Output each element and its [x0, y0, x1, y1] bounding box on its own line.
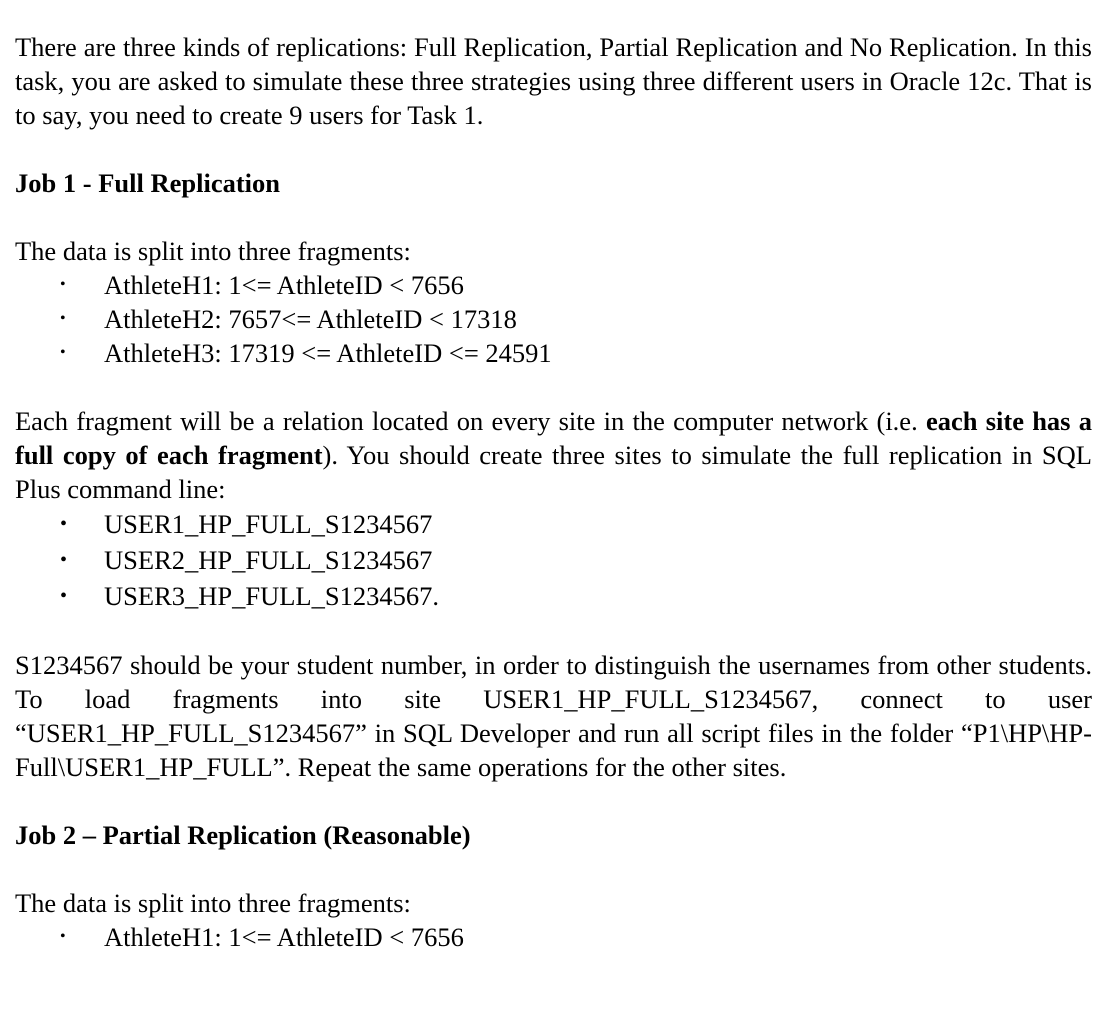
job2-fragment-list	[15, 920, 1092, 954]
list-item	[15, 542, 1092, 578]
fragment-text: AthleteH1: 1<= AthleteID < 7656	[104, 270, 464, 300]
job1-site-paragraph	[15, 404, 1092, 506]
bullet-icon: •	[60, 513, 68, 535]
paragraph-text: Each fragment will be a relation located on every site in the computer network (i.e.	[15, 406, 926, 436]
job1-fragments-intro: The data is split into three fragments:	[15, 236, 411, 266]
fragment-text: AthleteH1: 1<= AthleteID < 7656	[104, 922, 464, 952]
bullet-icon: •	[60, 310, 66, 327]
bullet-icon: •	[60, 344, 66, 361]
paragraph-text: ). You should create three sites to simulate the full replication in SQL Plus command line:	[15, 440, 1092, 504]
bullet-icon: •	[60, 276, 66, 293]
bullet-icon: •	[60, 549, 68, 571]
job2-fragments-intro: The data is split into three fragments:	[15, 888, 411, 918]
job2-heading: Job 2 – Partial Replication (Reasonable)	[15, 820, 471, 850]
list-item	[15, 578, 1092, 614]
document-body	[15, 30, 1092, 954]
list-item	[15, 336, 1092, 370]
bullet-icon: •	[60, 585, 68, 607]
list-item	[15, 302, 1092, 336]
list-item	[15, 506, 1092, 542]
list-item	[15, 268, 1092, 302]
fragment-text: AthleteH3: 17319 <= AthleteID <= 24591	[104, 338, 552, 368]
intro-paragraph: There are three kinds of replications: Full Replication, Partial Replication and No Replication. In this task, you are asked to simulate these three strategies using three different users in Oracle 12c. That is to say, you need to create 9 users for Task 1.	[15, 32, 1092, 130]
job1-instructions-paragraph: S1234567 should be your student number, in order to distinguish the usernames from other students. To load fragments into site USER1_HP_FULL_S1234567, connect to user “USER1_HP_FULL_S1234567” in SQL Developer and run all script files in the folder “P1\HP\HP-Full\USER1_HP_FULL”. Repeat the same operations for the other sites.	[15, 650, 1092, 782]
emphasis-text: each site has a full copy of each fragment	[15, 406, 1092, 470]
user-name-text: USER1_HP_FULL_S1234567	[104, 509, 433, 539]
bullet-icon: •	[60, 928, 66, 945]
job1-fragment-list	[15, 268, 1092, 370]
fragment-text: AthleteH2: 7657<= AthleteID < 17318	[104, 304, 517, 334]
job1-user-list	[15, 506, 1092, 614]
user-name-text: USER3_HP_FULL_S1234567.	[104, 581, 439, 611]
job1-heading: Job 1 - Full Replication	[15, 168, 281, 198]
list-item	[15, 920, 1092, 954]
user-name-text: USER2_HP_FULL_S1234567	[104, 545, 433, 575]
